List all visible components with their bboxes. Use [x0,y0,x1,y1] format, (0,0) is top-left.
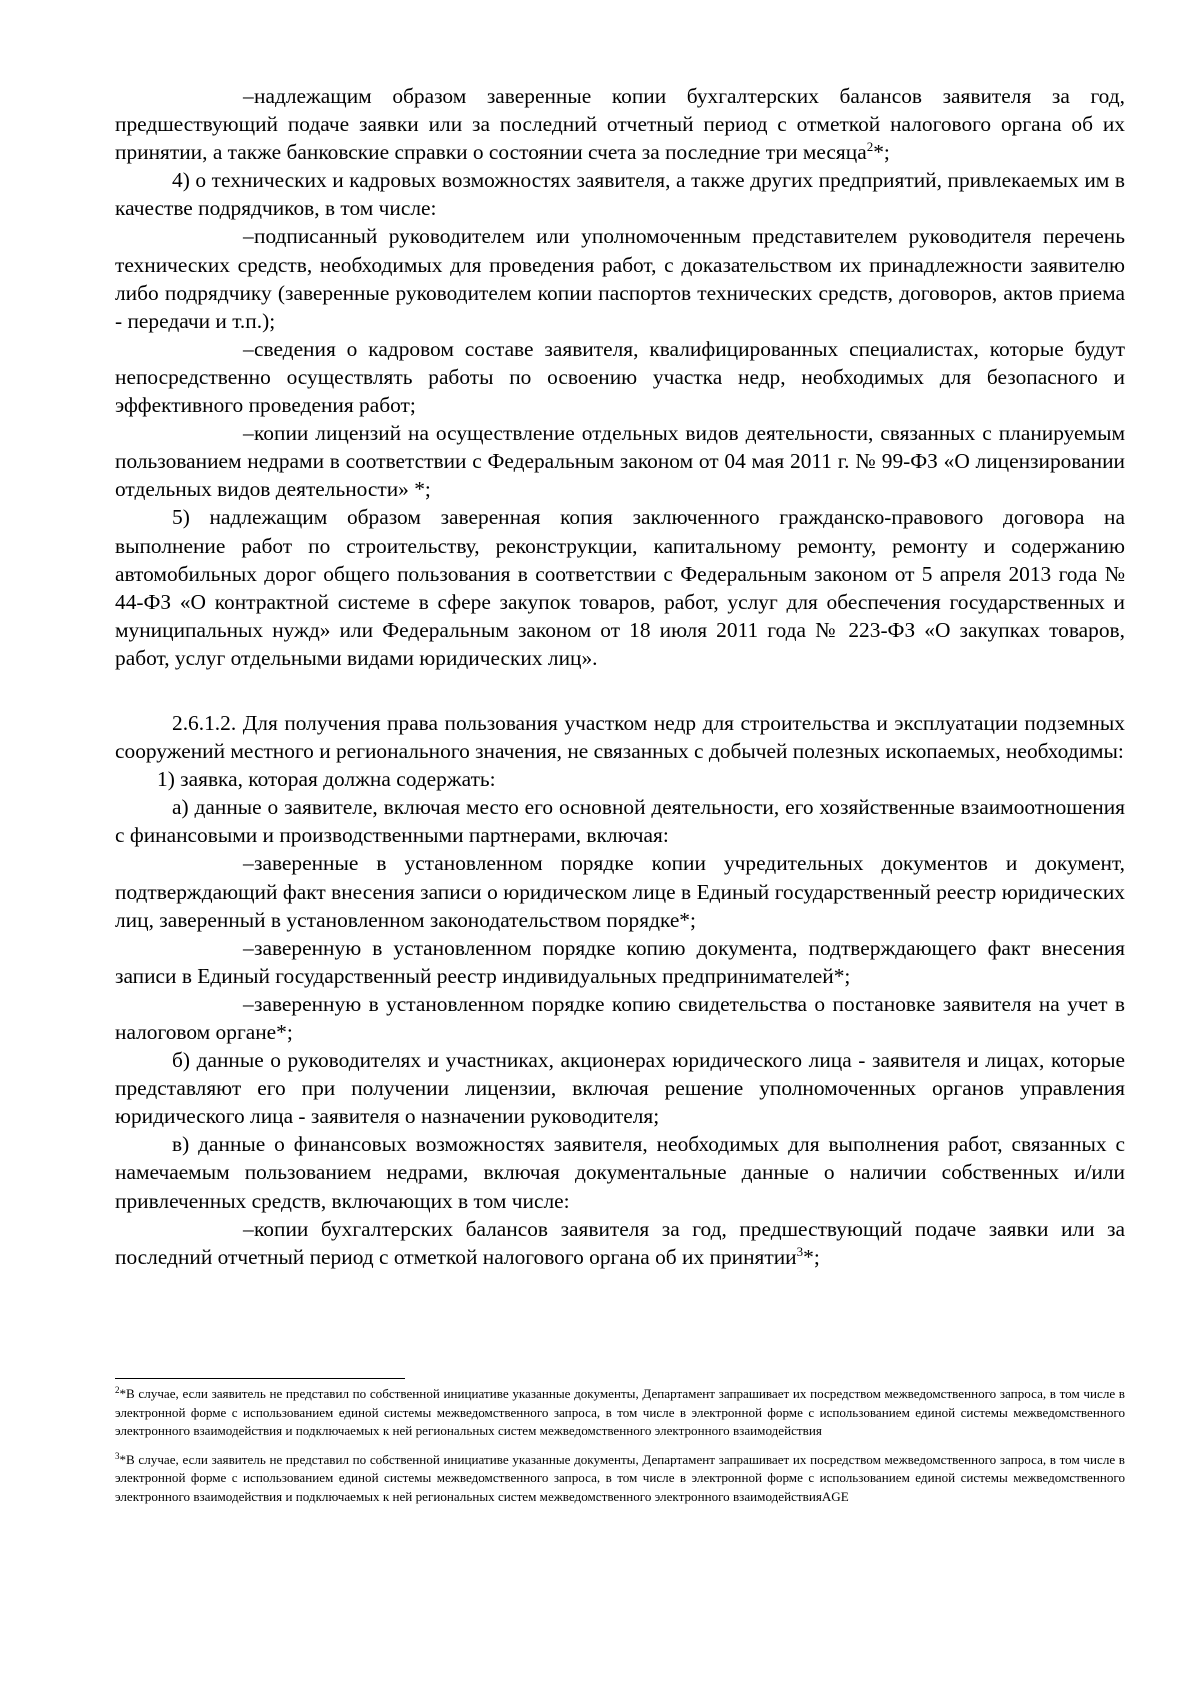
footnote-ref-3: 3 [796,1243,804,1259]
section-2-6-1-2: 2.6.1.2. Для получения права пользования участком недр для строительства и эксплуатации подземных сооружений местного и регионального значения, не связанных с добычей полезных ископаемых, необходимы: [115,710,1125,764]
dash-marker: – [243,336,254,361]
paragraph-text: заверенные в установленном порядке копии учредительных документов и документ, подтверждающий факт внесения записи о юридическом лице в Единый государственный реестр юридических лиц, заверенный в установленном законодательством порядке*; [115,851,1125,932]
paragraph-applicant-data: а) данные о заявителе, включая место его основной деятельности, его хозяйственные взаимоотношения с финансовыми и производственными партнерами, включая: [115,795,1125,848]
paragraph-staff [115,335,1125,419]
dash-marker: – [243,224,254,249]
dash-marker: – [243,991,254,1016]
dash-marker: – [243,851,254,876]
dash-marker: – [243,421,254,446]
footnote-separator [115,1378,405,1379]
footnote-text: *В случае, если заявитель не представил по собственной инициативе указанные документы, Департамент запрашивает их посредством межведомственного запроса, в том числе в электронной форме с использованием единой системы межведомственного запроса, в том числе в электронной форме с использованием единой системы межведомственного электронного взаимодействия и подключаемых к ней региональных систем межведомственного электронного взаимодействияAGE [115,1451,1125,1504]
paragraph-text: надлежащим образом заверенные копии бухгалтерских балансов заявителя за год, предшествующий подаче заявки или за последний отчетный период с отметкой налогового органа об их принятии, а также банковские справки о состоянии счета за последние три месяца [115,84,1125,165]
paragraph-managers-data: б) данные о руководителях и участниках, акционерах юридического лица - заявителя и лицах, которые представляют его при получении лицензии, включая решение уполномоченных органов управления юридического лица - заявителя о назначении руководителя; [115,1048,1125,1129]
paragraph-text: заверенную в установленном порядке копию свидетельства о постановке заявителя на учет в налоговом органе*; [115,991,1125,1044]
paragraph-text: копии лицензий на осуществление отдельных видов деятельности, связанных с планируемым пользованием недрами в соответствии с Федеральным законом от 04 мая 2011 г. № 99-ФЗ «О лицензировании отдельных видов деятельности» *; [115,421,1125,502]
paragraph-licenses [115,419,1125,503]
paragraph-founding-documents [115,849,1125,933]
paragraph-financial-capabilities: в) данные о финансовых возможностях заявителя, необходимых для выполнения работ, связанных с намечаемым пользованием недрами, включая документальные данные о наличии собственных и/или привлеченных средств, включающих в том числе: [115,1132,1125,1213]
paragraph-end: *; [803,1244,820,1269]
paragraph-entrepreneur-registry [115,934,1125,990]
footnote-marker: 2 [115,1385,120,1395]
paragraph-end: *; [873,140,890,165]
dash-marker: – [243,84,254,108]
paragraph-text: копии бухгалтерских балансов заявителя за год, предшествующий подаче заявки или за последний отчетный период с отметкой налогового органа об их принятии [115,1216,1125,1269]
footnote-marker: 3 [115,1450,120,1461]
paragraph-tax-registration [115,990,1125,1046]
paragraph-text: сведения о кадровом составе заявителя, квалифицированных специалистах, которые будут непосредственно осуществлять работы по освоению участка недр, необходимых для безопасного и эффективного проведения работ; [115,336,1125,418]
paragraph-technical-means [115,222,1125,334]
footnote-2 [115,1385,1125,1441]
dash-marker: – [243,935,254,960]
footnote-3 [115,1451,1125,1507]
paragraph-technical-capabilities: 4) о технических и кадровых возможностях заявителя, а также других предприятий, привлекаемых им в качестве подрядчиков, в том числе: [115,168,1125,221]
paragraph-balances [115,82,1125,166]
footnotes [115,1385,1125,1517]
footnote-ref-2: 2 [866,139,874,155]
footnote-text: *В случае, если заявитель не представил по собственной инициативе указанные документы, Департамент запрашивает их посредством межведомственного запроса, в том числе в электронной форме с использованием единой системы межведомственного запроса, в том числе в электронной форме с использованием единой системы межведомственного электронного взаимодействия и подключаемых к ней региональных систем межведомственного электронного взаимодействия [115,1386,1125,1439]
dash-marker: – [243,1216,254,1241]
paragraph-text: заверенную в установленном порядке копию документа, подтверждающего факт внесения записи в Единый государственный реестр индивидуальных предпринимателей*; [115,935,1125,988]
paragraph-application: 1) заявка, которая должна содержать: [157,767,496,792]
paragraph-text: подписанный руководителем или уполномоченным представителем руководителя перечень технических средств, необходимых для проведения работ, с доказательством их принадлежности заявителю либо подрядчику (заверенные руководителем копии паспортов технических средств, договоров, актов приема - передачи и т.п.); [115,224,1125,333]
document-body [115,82,1125,1271]
section-gap [115,672,1125,709]
paragraph-balance-copies [115,1215,1125,1271]
paragraph-contract-copy: 5) надлежащим образом заверенная копия заключенного гражданско-правового договора на выполнение работ по строительству, реконструкции, капитальному ремонту, ремонту и содержанию автомобильных дорог общего пользования в соответствии с Федеральным законом от 5 апреля 2013 года № 44-ФЗ «О контрактной системе в сфере закупок товаров, работ, услуг для обеспечения государственных и муниципальных нужд» или Федеральным законом от 18 июля 2011 года № 223-ФЗ «О закупках товаров, работ, услуг отдельными видами юридических лиц». [115,505,1125,670]
